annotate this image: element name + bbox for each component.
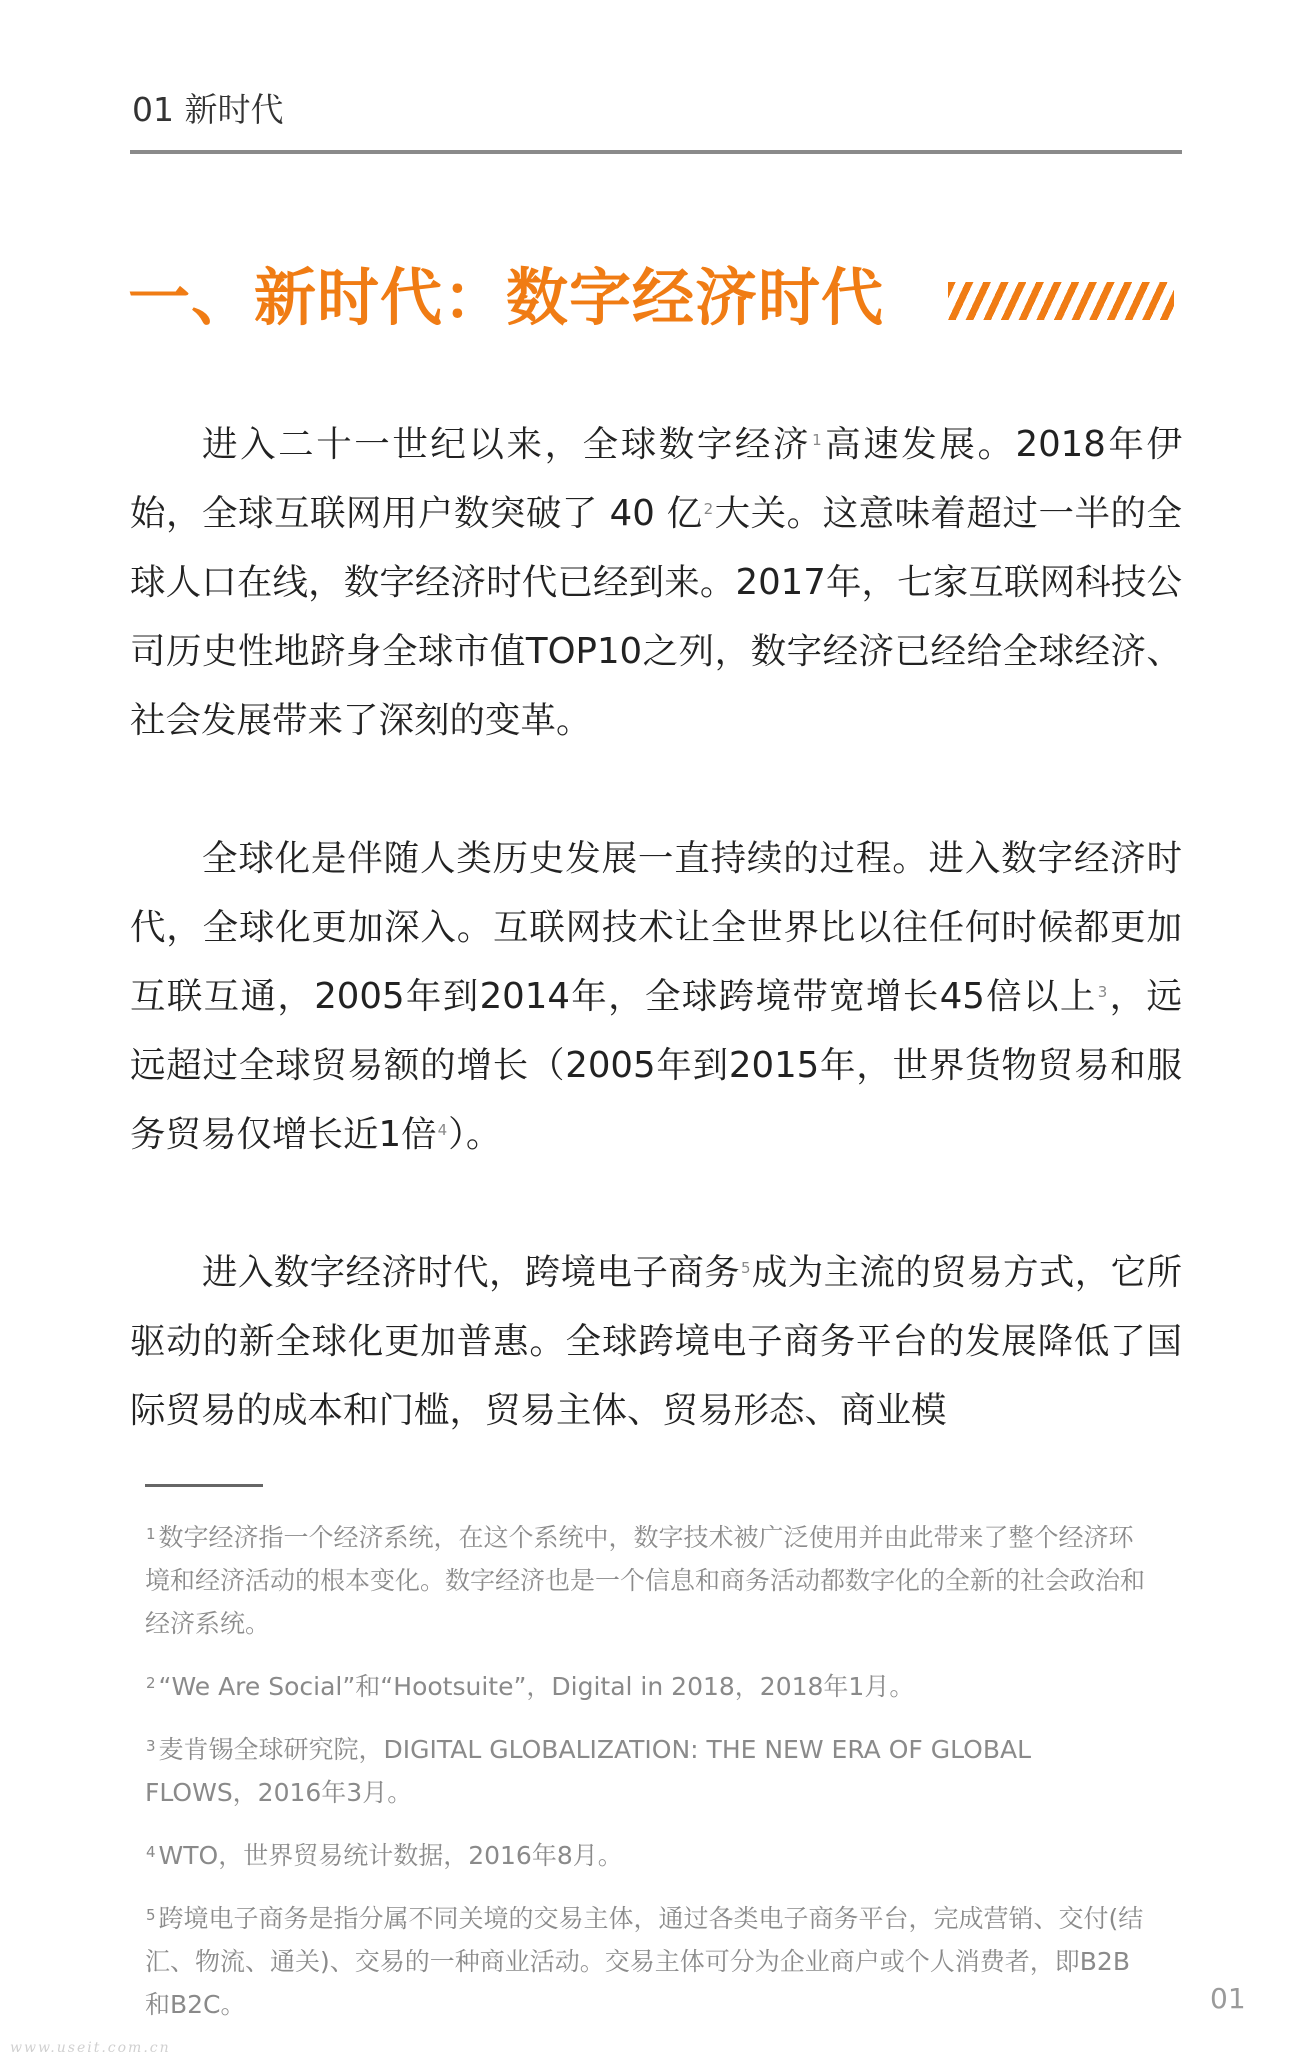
footnote-item xyxy=(145,1665,1145,1708)
footnote-divider xyxy=(145,1484,263,1487)
paragraph-text: 进入二十一世纪以来，全球数字经济 xyxy=(202,424,812,465)
footnote-ref[interactable]: 5 xyxy=(741,1259,751,1277)
paragraph-text: 高速发展。2018年伊始，全球互联网用户数突破了 40 亿 xyxy=(130,424,1182,534)
section-header: 01 新时代 xyxy=(132,90,284,129)
paragraph-text: 全球化是伴随人类历史发展一直持续的过程。进入数字经济时代，全球化更加深入。互联网技术让全世界比以往任何时候都更加互联互通，2005年到2014年，全球跨境带宽增长45倍以上 xyxy=(130,838,1182,1017)
footnotes xyxy=(145,1516,1145,2046)
paragraph-2 xyxy=(130,824,1182,1169)
header-divider xyxy=(130,150,1182,154)
paragraph-text: 进入数字经济时代，跨境电子商务 xyxy=(202,1252,741,1293)
footnote-number: 4 xyxy=(146,1843,156,1861)
footnote-ref[interactable]: 1 xyxy=(812,431,822,449)
footnote-number: 5 xyxy=(146,1906,156,1924)
footnote-text: “We Are Social”和“Hootsuite”，Digital in 2018，2018年1月。 xyxy=(158,1672,915,1701)
footnote-number: 2 xyxy=(146,1674,156,1692)
paragraph-text: ，远远超过全球贸易额的增长（2005年到2015年，世界货物贸易和服务贸易仅增长近1倍 xyxy=(130,976,1182,1155)
paragraph-text: 大关。这意味着超过一半的全球人口在线，数字经济时代已经到来。2017年，七家互联网科技公司历史性地跻身全球市值TOP10之列，数字经济已经给全球经济、社会发展带来了深刻的变革。 xyxy=(130,493,1182,741)
footnote-number: 3 xyxy=(146,1737,156,1755)
paragraph-text: ）。 xyxy=(448,1114,502,1155)
footnote-item xyxy=(145,1834,1145,1877)
paragraph-text: 成为主流的贸易方式，它所驱动的新全球化更加普惠。全球跨境电子商务平台的发展降低了国际贸易的成本和门槛，贸易主体、贸易形态、商业模 xyxy=(130,1252,1182,1431)
footnote-text: 数字经济指一个经济系统，在这个系统中，数字技术被广泛使用并由此带来了整个经济环境和经济活动的根本变化。数字经济也是一个信息和商务活动都数字化的全新的社会政治和经济系统。 xyxy=(145,1523,1146,1638)
footnote-item xyxy=(145,1728,1145,1814)
body-text xyxy=(130,410,1182,1445)
paragraph-3 xyxy=(130,1238,1182,1445)
page-title: 一、新时代：数字经济时代 xyxy=(128,261,885,334)
watermark: www.useit.com.cn xyxy=(10,2040,171,2056)
footnote-item xyxy=(145,1897,1145,2026)
decorative-stripes xyxy=(948,282,1174,320)
footnote-ref[interactable]: 4 xyxy=(437,1121,448,1139)
footnote-number: 1 xyxy=(146,1525,156,1543)
footnote-item xyxy=(145,1516,1145,1645)
footnote-text: 麦肯锡全球研究院，DIGITAL GLOBALIZATION: THE NEW ERA OF GLOBAL FLOWS，2016年3月。 xyxy=(145,1735,1031,1807)
paragraph-1 xyxy=(130,410,1182,755)
footnote-text: WTO，世界贸易统计数据，2016年8月。 xyxy=(158,1841,623,1870)
footnote-ref[interactable]: 2 xyxy=(703,500,714,518)
footnote-ref[interactable]: 3 xyxy=(1097,983,1108,1001)
footnote-text: 跨境电子商务是指分属不同关境的交易主体，通过各类电子商务平台，完成营销、交付(结汇、物流、通关)、交易的一种商业活动。交易主体可分为企业商户或个人消费者，即B2B和B2C。 xyxy=(145,1904,1144,2019)
page-number: 01 xyxy=(1210,1982,1246,2015)
